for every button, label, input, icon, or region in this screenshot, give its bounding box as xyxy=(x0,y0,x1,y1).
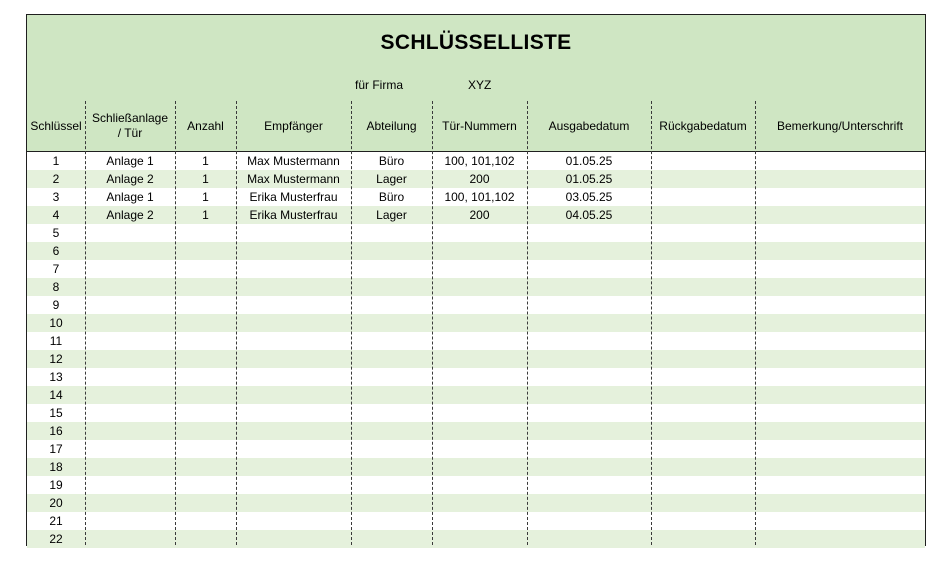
cell-door-numbers[interactable] xyxy=(432,494,527,512)
cell-key-number[interactable]: 21 xyxy=(49,514,63,528)
cell-recipient[interactable] xyxy=(236,440,351,458)
cell-door-numbers[interactable] xyxy=(432,332,527,350)
cell-key-number[interactable]: 15 xyxy=(49,406,63,420)
cell-recipient[interactable]: Max Mustermann xyxy=(247,172,340,186)
cell-key-number[interactable]: 13 xyxy=(49,370,63,384)
cell-issue-date[interactable] xyxy=(527,368,651,386)
cell-door-numbers[interactable] xyxy=(432,296,527,314)
cell-quantity[interactable] xyxy=(175,386,236,404)
table-row xyxy=(27,440,925,458)
header-key-number xyxy=(27,101,85,151)
cell-lock-system[interactable]: Anlage 2 xyxy=(106,208,154,222)
cell-return-date[interactable] xyxy=(651,476,755,494)
header-label: Rückgabedatum xyxy=(659,118,747,133)
cell-key-number[interactable]: 8 xyxy=(52,280,60,294)
table-row xyxy=(27,224,925,242)
cell-remark[interactable] xyxy=(755,188,925,206)
header-label: Tür-Nummern xyxy=(442,118,517,133)
cell-quantity[interactable] xyxy=(175,530,236,548)
cell-department[interactable] xyxy=(351,350,432,368)
cell-remark[interactable] xyxy=(755,458,925,476)
cell-quantity[interactable]: 1 xyxy=(202,190,209,204)
cell-door-numbers[interactable] xyxy=(432,440,527,458)
cell-remark[interactable] xyxy=(755,512,925,530)
table-row xyxy=(27,512,925,530)
cell-issue-date[interactable] xyxy=(527,512,651,530)
cell-issue-date[interactable] xyxy=(527,476,651,494)
key-list-sheet xyxy=(26,14,926,546)
header-return-date xyxy=(651,101,755,151)
cell-lock-system[interactable] xyxy=(85,512,175,530)
cell-return-date[interactable] xyxy=(651,170,755,188)
cell-door-numbers[interactable] xyxy=(432,512,527,530)
cell-remark[interactable] xyxy=(755,530,925,548)
cell-department[interactable] xyxy=(351,260,432,278)
cell-return-date[interactable] xyxy=(651,278,755,296)
header-label: Schlüssel xyxy=(30,118,82,133)
cell-recipient[interactable] xyxy=(236,458,351,476)
table-row xyxy=(27,188,925,206)
cell-department[interactable] xyxy=(351,458,432,476)
cell-return-date[interactable] xyxy=(651,368,755,386)
cell-issue-date[interactable] xyxy=(527,314,651,332)
table-row xyxy=(27,422,925,440)
cell-return-date[interactable] xyxy=(651,260,755,278)
header-department xyxy=(351,101,432,151)
cell-remark[interactable] xyxy=(755,350,925,368)
cell-return-date[interactable] xyxy=(651,440,755,458)
cell-department[interactable]: Lager xyxy=(376,172,407,186)
cell-door-numbers[interactable]: 200 xyxy=(469,208,490,222)
cell-lock-system[interactable] xyxy=(85,332,175,350)
cell-key-number[interactable]: 4 xyxy=(52,208,60,222)
cell-return-date[interactable] xyxy=(651,512,755,530)
cell-department[interactable] xyxy=(351,404,432,422)
cell-return-date[interactable] xyxy=(651,404,755,422)
header-issue-date xyxy=(527,101,651,151)
table-row xyxy=(27,368,925,386)
cell-remark[interactable] xyxy=(755,440,925,458)
header-quantity xyxy=(175,101,236,151)
column-divider xyxy=(432,101,433,545)
cell-quantity[interactable] xyxy=(175,314,236,332)
cell-key-number[interactable]: 7 xyxy=(52,262,60,276)
cell-recipient[interactable] xyxy=(236,314,351,332)
cell-door-numbers[interactable] xyxy=(432,458,527,476)
cell-key-number[interactable]: 19 xyxy=(49,478,63,492)
cell-quantity[interactable] xyxy=(175,368,236,386)
cell-key-number[interactable]: 3 xyxy=(52,190,60,204)
table-row xyxy=(27,332,925,350)
header-remark xyxy=(755,101,925,151)
cell-remark[interactable] xyxy=(755,422,925,440)
cell-remark[interactable] xyxy=(755,476,925,494)
cell-remark[interactable] xyxy=(755,170,925,188)
cell-key-number[interactable]: 5 xyxy=(52,226,60,240)
cell-issue-date[interactable] xyxy=(527,422,651,440)
cell-key-number[interactable]: 14 xyxy=(49,388,63,402)
cell-door-numbers[interactable] xyxy=(432,368,527,386)
cell-quantity[interactable] xyxy=(175,260,236,278)
cell-key-number[interactable]: 6 xyxy=(52,244,60,258)
header-door-numbers xyxy=(432,101,527,151)
cell-return-date[interactable] xyxy=(651,530,755,548)
cell-quantity[interactable] xyxy=(175,278,236,296)
cell-door-numbers[interactable] xyxy=(432,350,527,368)
cell-lock-system[interactable] xyxy=(85,458,175,476)
cell-key-number[interactable]: 20 xyxy=(49,496,63,510)
table-row xyxy=(27,152,925,170)
cell-department[interactable] xyxy=(351,368,432,386)
cell-department[interactable] xyxy=(351,242,432,260)
cell-department[interactable] xyxy=(351,296,432,314)
cell-issue-date[interactable]: 04.05.25 xyxy=(565,208,613,222)
column-divider xyxy=(236,101,237,545)
cell-lock-system[interactable] xyxy=(85,278,175,296)
cell-return-date[interactable] xyxy=(651,314,755,332)
cell-return-date[interactable] xyxy=(651,152,755,170)
cell-return-date[interactable] xyxy=(651,458,755,476)
table-row xyxy=(27,314,925,332)
cell-return-date[interactable] xyxy=(651,188,755,206)
cell-return-date[interactable] xyxy=(651,242,755,260)
table-row xyxy=(27,458,925,476)
cell-remark[interactable] xyxy=(755,314,925,332)
cell-recipient[interactable]: Erika Musterfrau xyxy=(249,190,338,204)
cell-remark[interactable] xyxy=(755,242,925,260)
cell-department[interactable]: Büro xyxy=(378,154,405,168)
cell-recipient[interactable] xyxy=(236,332,351,350)
table-row xyxy=(27,494,925,512)
cell-remark[interactable] xyxy=(755,206,925,224)
cell-issue-date[interactable] xyxy=(527,404,651,422)
header-label: Anzahl xyxy=(187,118,224,133)
cell-lock-system[interactable] xyxy=(85,530,175,548)
cell-recipient[interactable] xyxy=(236,368,351,386)
cell-quantity[interactable] xyxy=(175,332,236,350)
company-band xyxy=(27,70,925,102)
cell-door-numbers[interactable]: 100, 101,102 xyxy=(444,154,515,168)
cell-issue-date[interactable] xyxy=(527,296,651,314)
title-band xyxy=(27,15,925,71)
cell-department[interactable] xyxy=(351,494,432,512)
cell-door-numbers[interactable] xyxy=(432,476,527,494)
cell-quantity[interactable]: 1 xyxy=(202,172,209,186)
cell-door-numbers[interactable] xyxy=(432,530,527,548)
table-row xyxy=(27,242,925,260)
cell-recipient[interactable]: Erika Musterfrau xyxy=(249,208,338,222)
cell-issue-date[interactable] xyxy=(527,278,651,296)
cell-door-numbers[interactable]: 100, 101,102 xyxy=(444,190,515,204)
cell-recipient[interactable] xyxy=(236,386,351,404)
table-row xyxy=(27,350,925,368)
cell-key-number[interactable]: 18 xyxy=(49,460,63,474)
table-row xyxy=(27,296,925,314)
cell-remark[interactable] xyxy=(755,296,925,314)
cell-quantity[interactable] xyxy=(175,404,236,422)
cell-department[interactable] xyxy=(351,422,432,440)
cell-return-date[interactable] xyxy=(651,494,755,512)
cell-quantity[interactable] xyxy=(175,458,236,476)
cell-door-numbers[interactable] xyxy=(432,224,527,242)
cell-issue-date[interactable] xyxy=(527,386,651,404)
cell-lock-system[interactable] xyxy=(85,242,175,260)
cell-lock-system[interactable] xyxy=(85,314,175,332)
column-divider xyxy=(651,101,652,545)
cell-quantity[interactable] xyxy=(175,422,236,440)
cell-issue-date[interactable]: 03.05.25 xyxy=(565,190,613,204)
cell-recipient[interactable]: Max Mustermann xyxy=(247,154,340,168)
cell-issue-date[interactable] xyxy=(527,440,651,458)
cell-key-number[interactable]: 10 xyxy=(49,316,63,330)
cell-department[interactable] xyxy=(351,278,432,296)
cell-return-date[interactable] xyxy=(651,206,755,224)
column-divider xyxy=(351,101,352,545)
cell-key-number[interactable]: 11 xyxy=(49,334,63,348)
header-lock-system xyxy=(85,101,175,151)
cell-remark[interactable] xyxy=(755,386,925,404)
cell-door-numbers[interactable] xyxy=(432,242,527,260)
cell-remark[interactable] xyxy=(755,332,925,350)
cell-return-date[interactable] xyxy=(651,296,755,314)
table-row xyxy=(27,530,925,548)
header-label: Schließanlage / Tür xyxy=(91,111,169,140)
column-divider xyxy=(527,101,528,545)
cell-return-date[interactable] xyxy=(651,224,755,242)
column-divider xyxy=(755,101,756,545)
cell-department[interactable] xyxy=(351,332,432,350)
column-divider xyxy=(85,101,86,545)
header-label: Bemerkung/Unterschrift xyxy=(776,118,904,133)
cell-return-date[interactable] xyxy=(651,422,755,440)
cell-department[interactable]: Lager xyxy=(376,208,407,222)
cell-remark[interactable] xyxy=(755,404,925,422)
cell-quantity[interactable] xyxy=(175,224,236,242)
cell-lock-system[interactable] xyxy=(85,260,175,278)
cell-issue-date[interactable] xyxy=(527,350,651,368)
cell-lock-system[interactable] xyxy=(85,350,175,368)
cell-door-numbers[interactable] xyxy=(432,386,527,404)
cell-lock-system[interactable] xyxy=(85,296,175,314)
cell-key-number[interactable]: 22 xyxy=(49,532,63,546)
cell-issue-date[interactable] xyxy=(527,332,651,350)
cell-remark[interactable] xyxy=(755,368,925,386)
cell-quantity[interactable] xyxy=(175,476,236,494)
cell-department[interactable] xyxy=(351,386,432,404)
header-recipient xyxy=(236,101,351,151)
cell-issue-date[interactable]: 01.05.25 xyxy=(565,172,613,186)
cell-key-number[interactable]: 2 xyxy=(52,172,60,186)
cell-issue-date[interactable] xyxy=(527,458,651,476)
header-label: Ausgabedatum xyxy=(548,118,630,133)
table-row xyxy=(27,404,925,422)
cell-recipient[interactable] xyxy=(236,350,351,368)
cell-department[interactable] xyxy=(351,512,432,530)
cell-return-date[interactable] xyxy=(651,386,755,404)
cell-quantity[interactable] xyxy=(175,512,236,530)
cell-return-date[interactable] xyxy=(651,332,755,350)
cell-key-number[interactable]: 17 xyxy=(49,442,63,456)
cell-recipient[interactable] xyxy=(236,530,351,548)
cell-department[interactable] xyxy=(351,224,432,242)
cell-door-numbers[interactable] xyxy=(432,314,527,332)
header-label: Abteilung xyxy=(366,118,417,133)
cell-department[interactable] xyxy=(351,530,432,548)
cell-department[interactable] xyxy=(351,314,432,332)
cell-remark[interactable] xyxy=(755,260,925,278)
cell-lock-system[interactable] xyxy=(85,368,175,386)
cell-remark[interactable] xyxy=(755,278,925,296)
cell-recipient[interactable] xyxy=(236,512,351,530)
cell-door-numbers[interactable] xyxy=(432,278,527,296)
cell-issue-date[interactable] xyxy=(527,224,651,242)
cell-key-number[interactable]: 16 xyxy=(49,424,63,438)
cell-door-numbers[interactable] xyxy=(432,422,527,440)
cell-recipient[interactable] xyxy=(236,404,351,422)
cell-quantity[interactable] xyxy=(175,296,236,314)
cell-recipient[interactable] xyxy=(236,476,351,494)
cell-issue-date[interactable] xyxy=(527,530,651,548)
cell-lock-system[interactable] xyxy=(85,224,175,242)
table-row xyxy=(27,260,925,278)
cell-recipient[interactable] xyxy=(236,494,351,512)
cell-lock-system[interactable] xyxy=(85,476,175,494)
cell-key-number[interactable]: 1 xyxy=(52,154,60,168)
cell-department[interactable]: Büro xyxy=(378,190,405,204)
cell-department[interactable] xyxy=(351,476,432,494)
cell-department[interactable] xyxy=(351,440,432,458)
cell-lock-system[interactable] xyxy=(85,494,175,512)
column-header-row xyxy=(27,101,925,152)
company-label: für Firma xyxy=(355,78,403,92)
cell-recipient[interactable] xyxy=(236,422,351,440)
cell-lock-system[interactable]: Anlage 2 xyxy=(106,172,154,186)
cell-issue-date[interactable] xyxy=(527,260,651,278)
cell-lock-system[interactable]: Anlage 1 xyxy=(106,154,154,168)
cell-lock-system[interactable] xyxy=(85,422,175,440)
cell-door-numbers[interactable] xyxy=(432,260,527,278)
header-label: Empfänger xyxy=(264,118,323,133)
cell-door-numbers[interactable]: 200 xyxy=(469,172,490,186)
cell-key-number[interactable]: 9 xyxy=(52,298,60,312)
cell-quantity[interactable]: 1 xyxy=(202,208,209,222)
cell-remark[interactable] xyxy=(755,224,925,242)
cell-quantity[interactable] xyxy=(175,350,236,368)
cell-recipient[interactable] xyxy=(236,260,351,278)
cell-issue-date[interactable] xyxy=(527,242,651,260)
table-row xyxy=(27,278,925,296)
cell-lock-system[interactable]: Anlage 1 xyxy=(106,190,154,204)
cell-remark[interactable] xyxy=(755,152,925,170)
cell-quantity[interactable]: 1 xyxy=(202,154,209,168)
cell-issue-date[interactable]: 01.05.25 xyxy=(565,154,613,168)
table-row xyxy=(27,386,925,404)
page-title: SCHLÜSSELLISTE xyxy=(380,30,572,54)
cell-door-numbers[interactable] xyxy=(432,404,527,422)
cell-quantity[interactable] xyxy=(175,242,236,260)
cell-recipient[interactable] xyxy=(236,296,351,314)
company-value[interactable]: XYZ xyxy=(468,78,492,92)
cell-issue-date[interactable] xyxy=(527,494,651,512)
cell-quantity[interactable] xyxy=(175,494,236,512)
cell-lock-system[interactable] xyxy=(85,404,175,422)
cell-recipient[interactable] xyxy=(236,278,351,296)
cell-recipient[interactable] xyxy=(236,224,351,242)
cell-recipient[interactable] xyxy=(236,242,351,260)
column-divider xyxy=(175,101,176,545)
table-row xyxy=(27,476,925,494)
cell-lock-system[interactable] xyxy=(85,440,175,458)
cell-return-date[interactable] xyxy=(651,350,755,368)
cell-quantity[interactable] xyxy=(175,440,236,458)
cell-remark[interactable] xyxy=(755,494,925,512)
cell-lock-system[interactable] xyxy=(85,386,175,404)
cell-key-number[interactable]: 12 xyxy=(49,352,63,366)
table-row xyxy=(27,170,925,188)
table-row xyxy=(27,206,925,224)
